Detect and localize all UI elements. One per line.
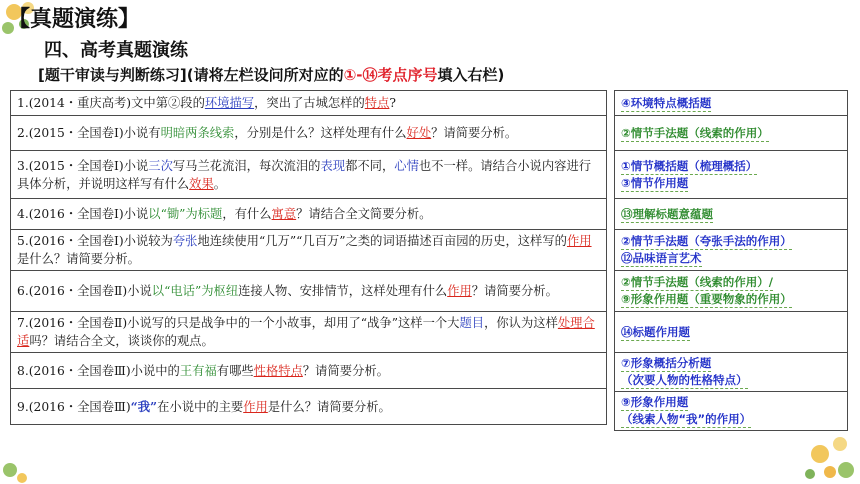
question-row [11, 271, 607, 312]
question-keyword: 寓意 [271, 207, 297, 221]
question-keyword: 性格特点 [253, 363, 303, 378]
question-row [11, 151, 607, 199]
question-cell [11, 353, 607, 389]
question-text: 7.(2016・全国卷Ⅱ)小说写的只是战争中的一个小故事，却用了“战争”这样一个大 [17, 316, 460, 330]
instruction-suffix: 填入右栏) [437, 66, 505, 84]
question-table [10, 90, 607, 425]
question-text: ，突出了古城怎样的 [254, 96, 365, 110]
answer-label: ⑫品味语言艺术 [621, 251, 702, 265]
question-cell [11, 389, 607, 425]
answer-label: ⑨形象作用题 [621, 395, 689, 409]
answer-label: ⑨形象作用题（重要物象的作用） [621, 292, 792, 306]
answer-row [615, 312, 848, 353]
answer-label: ⑭标题作用题 [621, 324, 690, 339]
question-text: 连接人物、安排情节，这样处理有什么 [238, 284, 448, 298]
question-text: 6.(2016・全国卷Ⅱ)小说 [17, 284, 152, 298]
answer-label: （次要人物的性格特点） [621, 373, 748, 387]
question-cell [11, 199, 607, 230]
answer-row [615, 271, 848, 312]
question-text: 9.(2016・全国卷Ⅲ) [17, 399, 131, 414]
question-text: ？请结合全文简要分析。 [296, 207, 432, 221]
question-row [11, 116, 607, 151]
answer-row [615, 230, 848, 271]
question-text: ？请简要分析。 [431, 126, 518, 140]
question-row [11, 91, 607, 116]
instruction-text [38, 64, 504, 85]
answer-cell[interactable] [615, 91, 848, 116]
question-text: 4.(2016・全国卷Ⅰ)小说 [17, 207, 149, 221]
answer-label: ④环境特点概括题 [621, 95, 712, 110]
question-keyword: 环境描写 [204, 96, 255, 110]
question-text: 8.(2016・全国卷Ⅲ)小说中的 [17, 363, 180, 378]
answer-row [615, 151, 848, 199]
answer-cell[interactable] [615, 199, 848, 230]
answer-cell[interactable] [615, 116, 848, 151]
question-cell [11, 271, 607, 312]
question-cell [11, 91, 607, 116]
question-keyword: 作用 [243, 399, 268, 414]
question-text: 1.(2014・重庆高考)文中第②段的 [17, 96, 205, 110]
question-text: 吗？请结合全文，谈谈你的观点。 [29, 334, 214, 348]
answer-table [614, 90, 848, 431]
question-text: 2.(2015・全国卷Ⅰ)小说有 [17, 126, 161, 140]
question-keyword: 以“锄”为标题 [148, 207, 223, 221]
question-text: 都不同， [345, 158, 395, 173]
question-text: ？请简要分析。 [471, 284, 558, 298]
question-keyword: 好处 [406, 126, 432, 140]
question-cell [11, 230, 607, 271]
question-text: 写马兰花流泪，每次流泪的 [172, 158, 321, 173]
question-text: 。 [213, 176, 227, 191]
answer-label: ⑬理解标题意蕴题 [621, 206, 713, 221]
question-text: 5.(2016・全国卷Ⅰ)小说较为 [17, 234, 173, 248]
question-text: ，你认为这样 [484, 316, 558, 330]
question-row [11, 353, 607, 389]
question-text: ？请简要分析。 [302, 363, 389, 378]
question-keyword: 题目 [459, 316, 485, 330]
question-text: 地连续使用“几万”“几百万”之类的词语描述百亩园的历史，这样写的 [197, 234, 567, 248]
answer-label: ③情节作用题 [621, 175, 689, 190]
question-keyword: 特点 [364, 96, 390, 110]
answer-cell[interactable] [615, 353, 848, 392]
answer-cell[interactable] [615, 312, 848, 353]
answer-row [615, 199, 848, 230]
question-keyword: 明暗两条线索 [160, 126, 235, 140]
question-keyword: 效果 [189, 176, 214, 191]
answer-row [615, 353, 848, 392]
question-text: ? [389, 96, 396, 110]
answer-cell[interactable] [615, 271, 848, 312]
answer-label: ②情节手法题（夸张手法的作用） [621, 234, 792, 248]
question-keyword: 三次 [148, 158, 173, 173]
answer-row [615, 91, 848, 116]
question-keyword: 作用 [566, 234, 592, 248]
question-keyword: 以“电话”为枢纽 [151, 284, 239, 298]
question-text: 有哪些 [216, 363, 254, 378]
question-text: ，有什么 [222, 207, 272, 221]
question-keyword: “我” [130, 398, 158, 414]
answer-row [615, 116, 848, 151]
question-text: 也不一样。请结合小说内容进行具体分析，并说明这样写有什么 [17, 158, 592, 191]
question-row [11, 199, 607, 230]
question-row [11, 312, 607, 353]
question-text: 是什么？请简要分析。 [17, 252, 140, 266]
question-keyword: 王有福 [179, 363, 217, 378]
question-text: 在小说中的主要 [157, 399, 244, 414]
question-text: 3.(2015・全国卷Ⅰ)小说 [17, 158, 149, 173]
answer-cell[interactable] [615, 151, 848, 199]
answer-row [615, 392, 848, 431]
instruction-highlight: ①-⑭考点序号 [343, 66, 438, 84]
instruction-prefix: [题干审读与判断练习](请将左栏设问所对应的 [38, 66, 344, 84]
answer-label: ①情节概括题（梳理概括） [621, 158, 758, 173]
question-keyword: 作用 [447, 284, 472, 298]
question-row [11, 230, 607, 271]
question-keyword: 处理合适 [17, 316, 595, 348]
question-row [11, 389, 607, 425]
answer-cell[interactable] [615, 230, 848, 271]
flower-decoration-bottom-left [0, 440, 40, 484]
answer-label: ②情节手法题（线索的作用）/ [621, 275, 773, 289]
answer-cell[interactable] [615, 392, 848, 431]
page-title: 四、高考真题演练 [44, 40, 188, 61]
question-cell [11, 312, 607, 353]
question-cell [11, 116, 607, 151]
answer-label: ②情节手法题（线索的作用） [621, 125, 769, 140]
question-text: 是什么？请简要分析。 [267, 399, 391, 414]
question-cell [11, 151, 607, 199]
question-keyword: 心情 [394, 158, 419, 173]
question-keyword: 表现 [320, 158, 346, 173]
question-keyword: 夸张 [172, 234, 198, 248]
answer-label: ⑦形象概括分析题 [621, 356, 712, 370]
answer-label: （线索人物“我”的作用） [621, 412, 752, 426]
question-text: ，分别是什么？这样处理有什么 [234, 126, 407, 140]
section-tag: 【真题演练】 [8, 7, 141, 32]
